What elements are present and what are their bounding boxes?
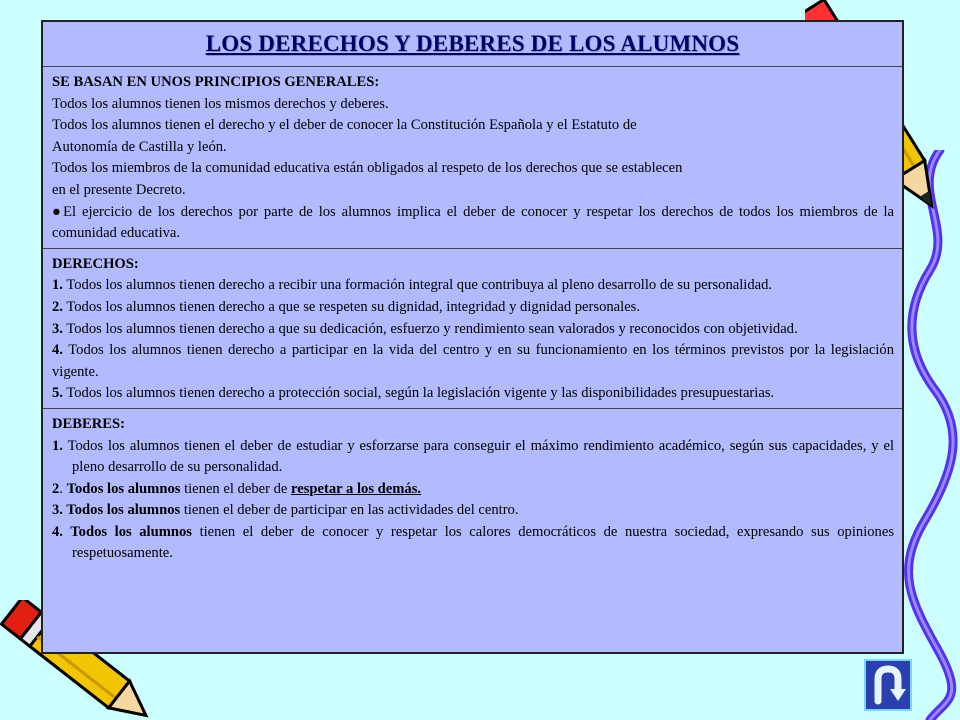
derechos-item bbox=[52, 383, 894, 405]
derechos-section bbox=[43, 249, 902, 409]
bullet-icon: ● bbox=[52, 203, 64, 220]
deberes-item bbox=[52, 522, 894, 565]
item-number: 1. bbox=[52, 437, 63, 454]
derechos-item bbox=[52, 340, 894, 383]
content-panel bbox=[41, 20, 904, 654]
item-text: tienen el deber de conocer y respetar los calores democráticos de nuestra sociedad, expresando sus opiniones respetuosamente. bbox=[72, 523, 895, 562]
item-bold-text: Todos los alumnos bbox=[62, 502, 181, 519]
item-number: 3. bbox=[52, 320, 63, 337]
deberes-section bbox=[43, 409, 902, 568]
ribbon-decoration bbox=[900, 150, 960, 720]
derechos-item bbox=[52, 297, 894, 319]
principios-bullet bbox=[52, 202, 894, 245]
page-title: LOS DERECHOS Y DEBERES DE LOS ALUMNOS bbox=[43, 22, 902, 67]
principios-line: Autonomía de Castilla y león. bbox=[52, 138, 227, 155]
derechos-item bbox=[52, 275, 894, 297]
principios-line: en el presente Decreto. bbox=[52, 181, 186, 198]
principios-line: Todos los alumnos tienen los mismos derechos y deberes. bbox=[52, 95, 389, 112]
bullet-text: El ejercicio de los derechos por parte de los alumnos implica el deber de conocer y respetar los derechos de todos los miembros de la comunidad educativa. bbox=[52, 203, 894, 242]
deberes-item bbox=[52, 500, 894, 522]
item-text: Todos los alumnos tienen derecho a participar en la vida del centro y en su funcionamiento en los términos previstos por la legislación vigente. bbox=[52, 342, 894, 380]
item-text: Todos los alumnos tienen derecho a que se respeten su dignidad, integridad y dignidad personales. bbox=[62, 298, 641, 315]
item-text: Todos los alumnos tienen derecho a que su dedicación, esfuerzo y rendimiento sean valorados y reconocidos con objetividad. bbox=[62, 320, 798, 337]
item-number: 2 bbox=[52, 480, 60, 497]
item-number: 4. bbox=[52, 342, 63, 359]
principios-heading: SE BASAN EN UNOS PRINCIPIOS GENERALES: bbox=[52, 74, 380, 90]
item-underlined-text: respetar a los demás. bbox=[291, 480, 422, 497]
item-bold-text: Todos los alumnos bbox=[66, 480, 181, 497]
deberes-item bbox=[52, 479, 894, 501]
item-text: Todos los alumnos tienen el deber de estudiar y esforzarse para conseguir el máximo rendimiento académico, según sus capacidades, y el pleno desarrollo de su personalidad. bbox=[62, 437, 894, 476]
item-number: 5. bbox=[52, 385, 63, 402]
item-number: 1. bbox=[52, 277, 63, 294]
item-number: 4. bbox=[52, 523, 63, 540]
item-text: Todos los alumnos tienen derecho a protección social, según la legislación vigente y las disponibilidades presupuestarias. bbox=[62, 385, 775, 402]
deberes-item bbox=[52, 436, 894, 479]
principios-line: Todos los alumnos tienen el derecho y el deber de conocer la Constitución Española y el Estatuto de bbox=[52, 117, 637, 134]
u-turn-arrow-icon bbox=[866, 661, 910, 709]
item-number: 3. bbox=[52, 502, 63, 519]
back-button[interactable] bbox=[864, 659, 912, 711]
item-number: 2. bbox=[52, 298, 63, 315]
deberes-heading: DEBERES: bbox=[52, 415, 125, 432]
item-text: tienen el deber de participar en las actividades del centro. bbox=[180, 502, 519, 519]
item-separator: . bbox=[59, 480, 67, 497]
derechos-item bbox=[52, 319, 894, 341]
item-text: tienen el deber de bbox=[180, 480, 292, 497]
item-text: Todos los alumnos tienen derecho a recibir una formación integral que contribuya al pleno desarrollo de su personalidad. bbox=[62, 277, 773, 294]
item-bold-text: Todos los alumnos bbox=[62, 523, 192, 540]
principios-line: Todos los miembros de la comunidad educativa están obligados al respeto de los derechos que se establecen bbox=[52, 160, 683, 177]
derechos-heading: DERECHOS: bbox=[52, 255, 139, 272]
principios-section bbox=[43, 67, 902, 249]
